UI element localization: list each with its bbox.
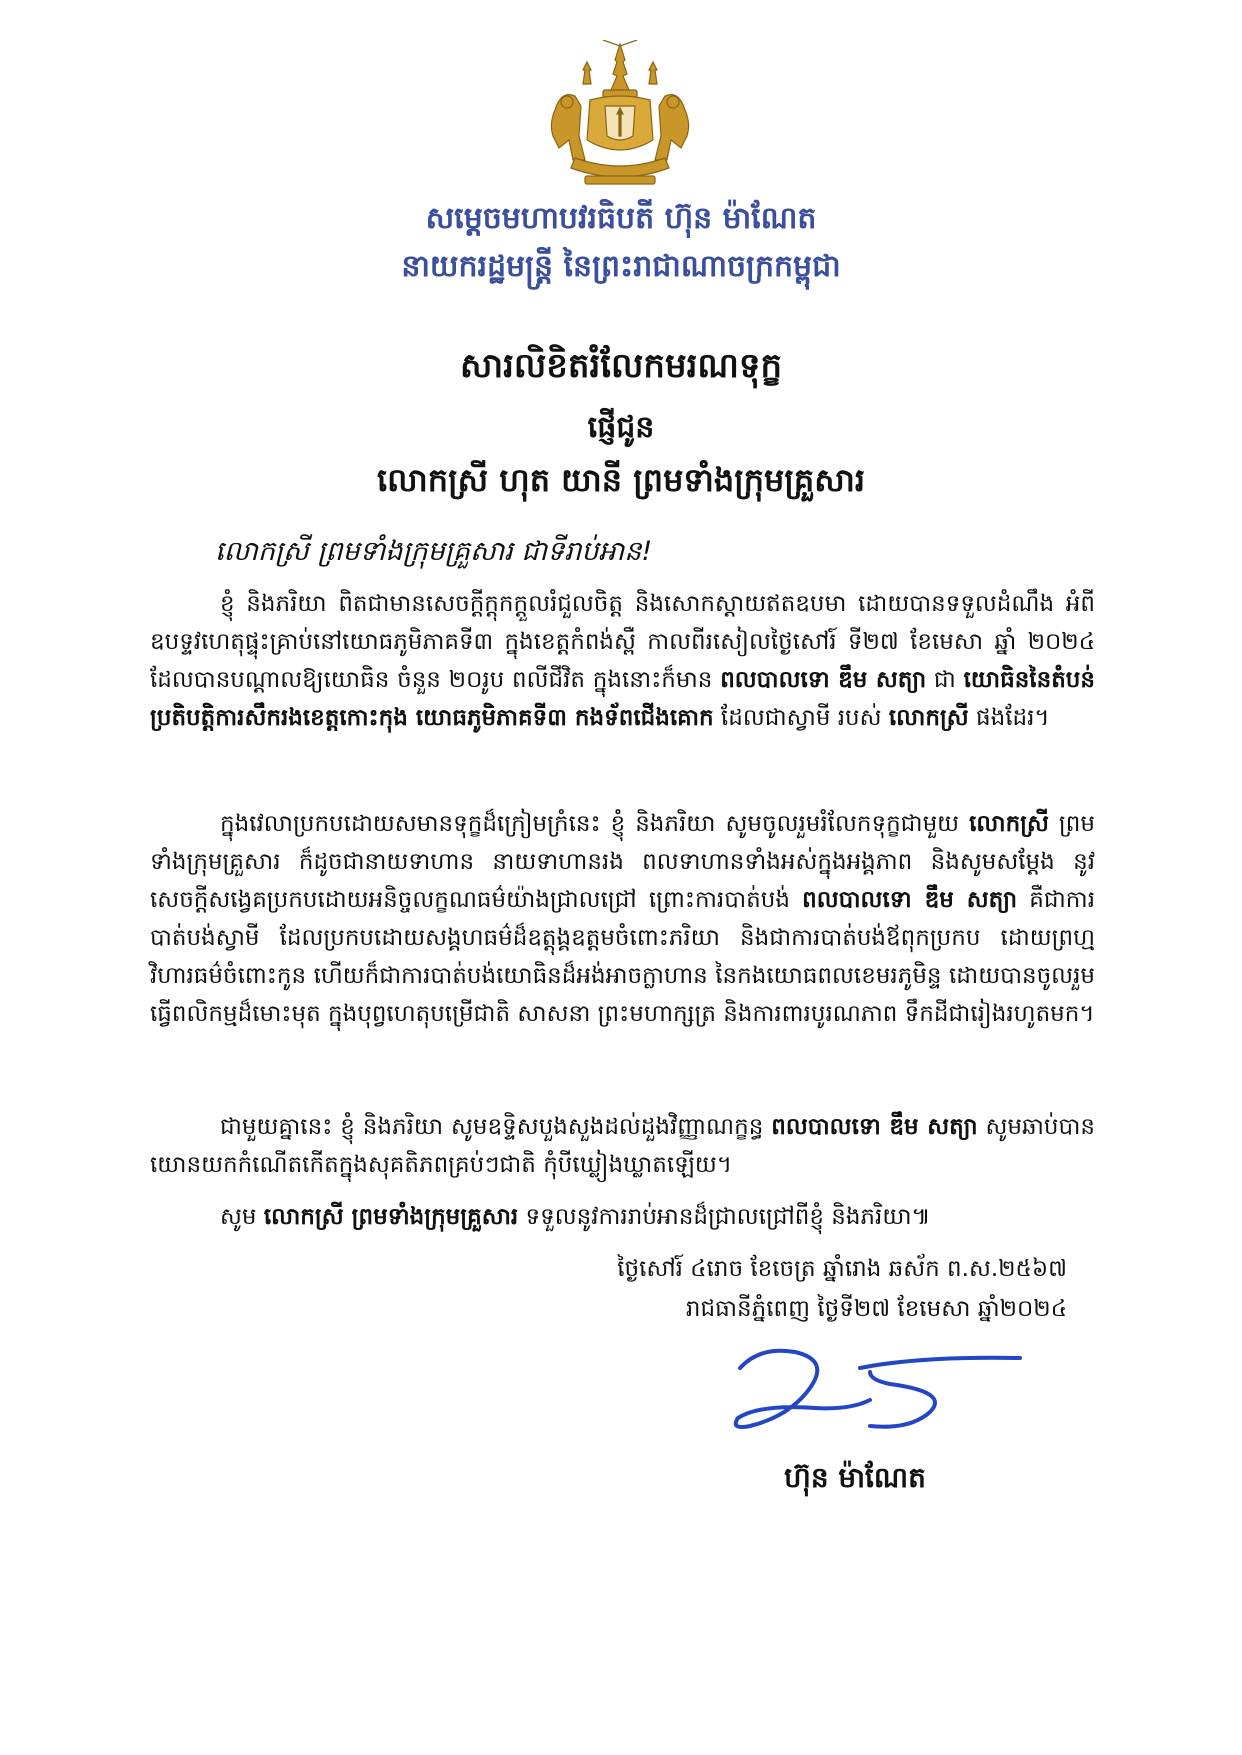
office-title-line1: សម្តេចមហាបវរធិបតី ហ៊ុន ម៉ាណែត [425,201,817,236]
salutation: លោកស្រី ព្រមទាំងក្រុមគ្រួសារ ជាទីរាប់អាន! [215,536,653,567]
handwritten-signature-icon [720,1338,1030,1438]
letter-title: សារលិខិតរំលែកមរណទុក្ខ [459,346,783,386]
office-title-line2: នាយករដ្ឋមន្ត្រី នៃព្រះរាជាណាចក្រកម្ពុជា [401,249,841,284]
paragraph-2: ក្នុងវេលាប្រកបដោយសមានទុក្ខដ៏ក្រៀមក្រំនេះ ខ្ញុំ និងភរិយា សូមចូលរួមរំលែកទុក្ខជាមួយ លោកស្រី ព្រមទាំងក្រុមគ្រួសារ ក៏ដូចជានាយទាហាន នាយទាហានរង ពលទាហានទាំងអស់ក្នុងអង្គភាព និងសូមសម្តែង នូវសេចក្តីសង្វេគប្រកបដោយអនិច្ចលក្ខណធម៌យ៉ាងជ្រាលជ្រៅ ព្រោះការបាត់បង់ ពលបាលទោ ឌឹម សត្យា គឺជាការបាត់បង់ស្វាមី ដែលប្រកបដោយសង្គហធម៌ដ៏ឧត្តុង្គឧត្តមចំពោះភរិយា និងជាការបាត់បង់ឪពុកប្រកប ដោយព្រហ្មវិហារធម៌ចំពោះកូន ហើយក៏ជាការបាត់បង់យោធិនដ៏អង់អាចក្លាហាន នៃកងយោធពលខេមរភូមិន្ទ ដោយបានចូលរួមធ្វើពលិកម្មដ៏មោះមុត ក្នុងបុព្វហេតុបម្រើជាតិ សាសនា ព្រះមហាក្សត្រ និងការពារបូរណភាព ទឹកដីជារៀងរហូតមក។ [150,811,1095,1027]
paragraph-3: ជាមួយគ្នានេះ ខ្ញុំ និងភរិយា សូមឧទ្ទិសបួងសួងដល់ដួងវិញ្ញាណក្ខន្ធ ពលបាលទោ ឌឹម សត្យា សូមឆាប់បានយោនយកកំណើតកើតក្នុងសុគតិភពគ្រប់ៗជាតិ កុំបីឃ្លៀងឃ្លាតឡើយ។ [150,1114,1095,1178]
date-solar: រាជធានីភ្នំពេញ ថ្ងៃទី២៧ ខែមេសា ឆ្នាំ២០២៤ [685,1296,1067,1322]
royal-coat-of-arms-icon [545,40,695,190]
paragraph-4: សូម លោកស្រី ព្រមទាំងក្រុមគ្រួសារ ទទួលនូវការរាប់អានដ៏ជ្រាលជ្រៅពីខ្ញុំ និងភរិយា៕ [220,1204,931,1230]
recipient-name: លោកស្រី ហុត យានី ព្រមទាំងក្រុមគ្រួសារ [377,461,865,499]
paragraph-1: ខ្ញុំ និងភរិយា ពិតជាមានសេចក្តីក្តុកក្តួលរំជួលចិត្ត និងសោកស្តាយឥតឧបមា ដោយបានទទួលដំណឹង អំពីឧបទ្ទវហេតុផ្ទុះគ្រាប់នៅយោធភូមិភាគទី៣ ក្នុងខេត្តកំពង់ស្ពឺ កាលពីរសៀលថ្ងៃសៅរ៍ ទី២៧ ខែមេសា ឆ្នាំ ២០២៤ ដែលបានបណ្តាលឱ្យយោធិន ចំនួន ២០រូប ពលីជីវិត ក្នុងនោះក៏មាន ពលបាលទោ ឌឹម សត្យា ជា យោធិននៃតំបន់ប្រតិបត្តិការសឹករងខេត្តកោះកុង យោធភូមិភាគទី៣ កងទ័ពជើងគោក ដែលជាស្វាមី របស់ លោកស្រី ផងដែរ។ [150,591,1095,731]
signer-name: ហ៊ុន ម៉ាណែត [784,1461,926,1494]
sent-to-label: ផ្ញើជូន [587,410,655,445]
date-lunar: ថ្ងៃសៅរ៍ ៤រោច ខែចេត្រ ឆ្នាំរោង ឆស័ក ព.ស.២៥៦៧ [617,1256,1067,1282]
